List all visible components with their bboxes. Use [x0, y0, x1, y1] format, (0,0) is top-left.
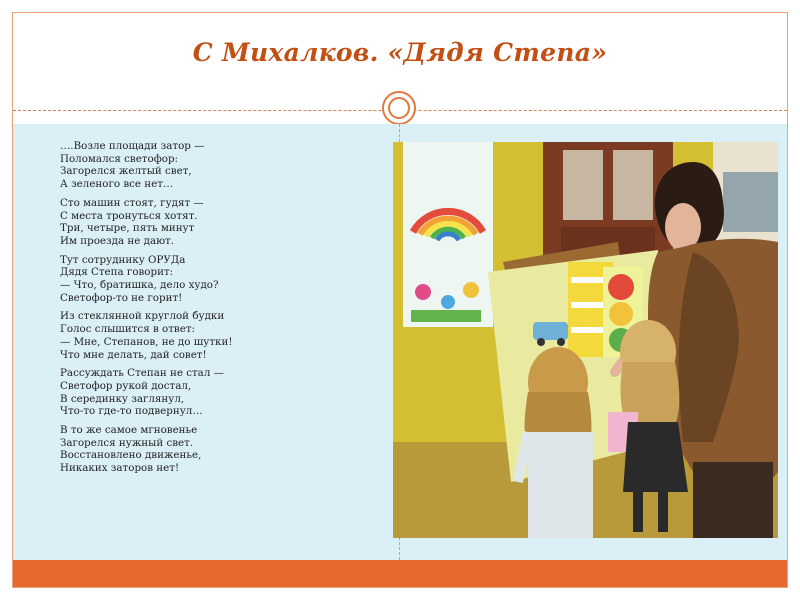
- poem-stanza: [60, 197, 390, 248]
- poem-line: В серединку заглянул,: [60, 392, 185, 405]
- divider-circle-inner: [388, 97, 410, 119]
- poem-line: Три, четыре, пять минут: [60, 222, 195, 235]
- poem-line: Что-то где-то подвернул…: [60, 405, 203, 418]
- poem-line: Что мне делать, дай совет!: [60, 348, 207, 361]
- poem-line: ….Возле площади затор —: [60, 140, 205, 152]
- poem-line: — Что, братишка, дело худо?: [60, 279, 219, 292]
- poem-line: Загорелся нужный свет.: [60, 436, 194, 449]
- poem-line: Из стеклянной круглой будки: [60, 310, 225, 323]
- poem-line: Загорелся желтый свет,: [60, 165, 192, 178]
- classroom-photo: [393, 142, 778, 538]
- bottom-accent-bar: [13, 560, 787, 587]
- divider-circle-ornament: [382, 91, 416, 125]
- poem-line: — Мне, Степанов, не до шутки!: [60, 335, 233, 348]
- poem-line: Голос слышится в ответ:: [60, 323, 195, 336]
- poem-line: С места тронуться хотят.: [60, 209, 198, 222]
- child-figure: [518, 347, 593, 538]
- poem-text: [60, 140, 390, 481]
- rainbow-poster: [403, 142, 493, 327]
- poem-line: Восстановлено движенье,: [60, 449, 202, 462]
- poem-line: Тут сотруднику ОРУДа: [60, 253, 186, 266]
- poem-stanza: [60, 310, 390, 361]
- poem-stanza: [60, 367, 390, 418]
- poem-stanza: [60, 254, 390, 305]
- poem-line: Светофор рукой достал,: [60, 379, 192, 392]
- poem-line: В то же самое мгновенье: [60, 424, 198, 437]
- poem-line: А зеленого все нет…: [60, 178, 174, 191]
- poem-stanza: [60, 424, 390, 475]
- slide-title: С Михалков. «Дядя Степа»: [192, 38, 608, 67]
- poem-stanza: [60, 140, 390, 191]
- poem-line: Никаких заторов нет!: [60, 462, 180, 475]
- classroom-photo-illustration: [393, 142, 778, 538]
- poem-line: Поломался светофор:: [60, 152, 179, 165]
- poem-line: Светофор-то не горит!: [60, 291, 183, 304]
- poem-line: Им проезда не дают.: [60, 234, 175, 247]
- poem-line: Дядя Степа говорит:: [60, 266, 174, 279]
- poem-line: Сто машин стоят, гудят —: [60, 196, 204, 209]
- poem-line: Рассуждать Степан не стал —: [60, 367, 224, 380]
